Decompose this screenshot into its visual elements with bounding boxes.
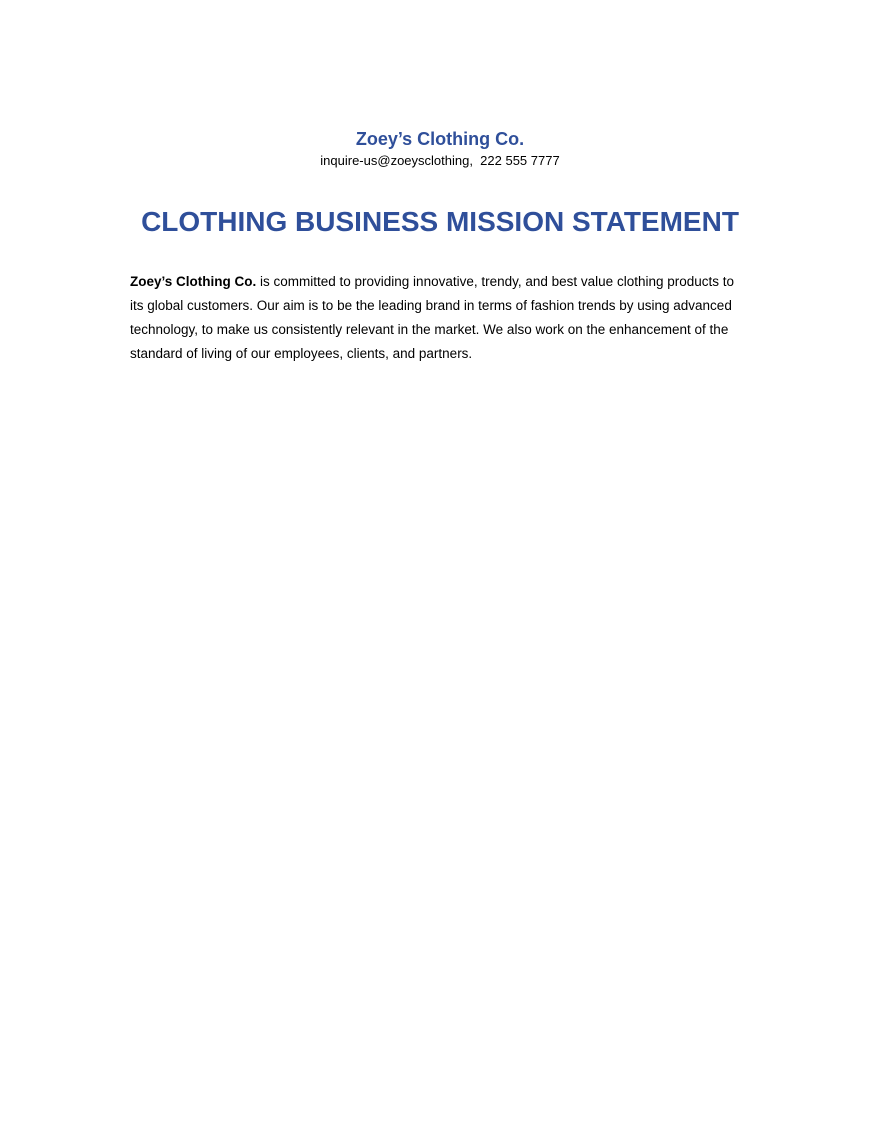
company-name: Zoey’s Clothing Co. <box>355 129 525 149</box>
mission-statement-paragraph <box>130 270 750 366</box>
body-company-name: Zoey’s Clothing Co. <box>130 274 257 289</box>
contact-info: inquire-us@zoeysclothing, 222 555 7777 <box>320 153 560 168</box>
letterhead <box>0 127 880 171</box>
body-text: is committed to providing innovative, trendy, and best value clothing products to its global customers. Our aim is to be the leading brand in terms of fashion trends by using advanced technology, to make us consistently relevant in the market. We also work on the enhancement of the standard of living of our employees, clients, and partners. <box>130 274 735 361</box>
document-title: CLOTHING BUSINESS MISSION STATEMENT <box>141 206 739 237</box>
